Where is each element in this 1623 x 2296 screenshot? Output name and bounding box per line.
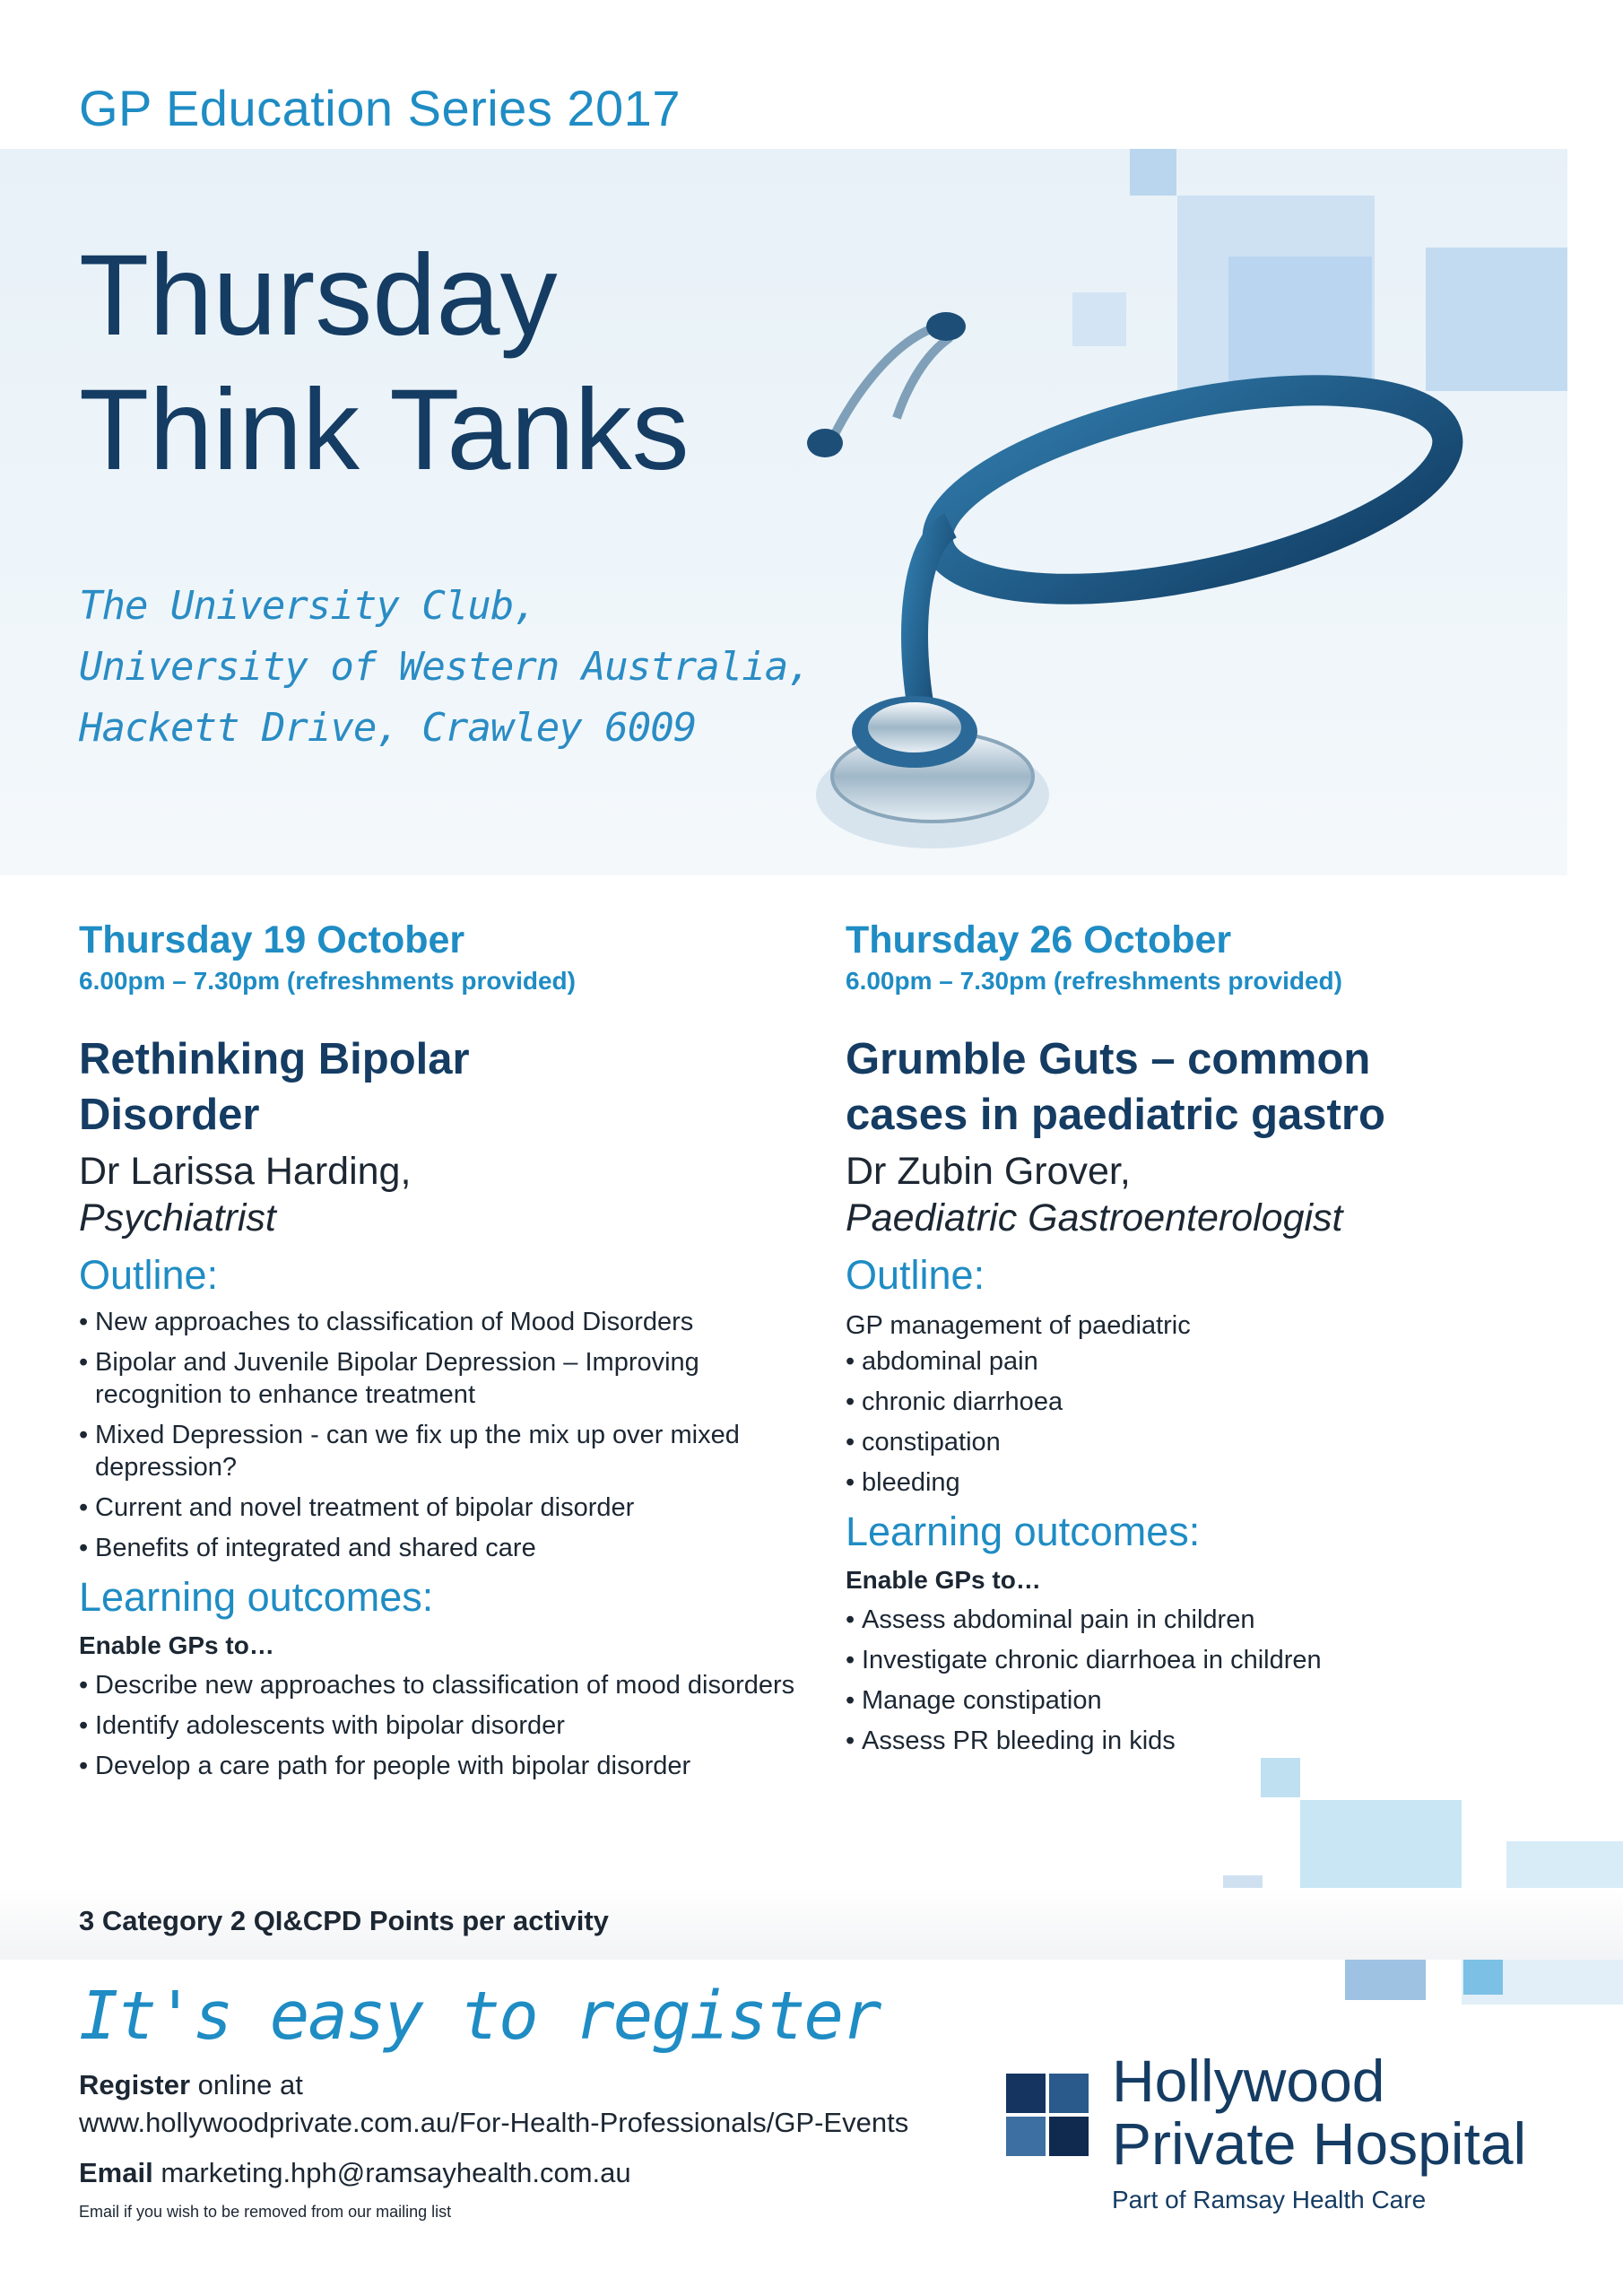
list-item: • abdominal pain	[846, 1345, 1581, 1378]
register-heading: It's easy to register	[79, 1978, 881, 2055]
list-item: • Identify adolescents with bipolar disorder	[79, 1709, 814, 1742]
logo-line-2: Private Hospital	[1112, 2110, 1527, 2177]
event-date: Thursday 26 October	[846, 918, 1232, 961]
list-item: • constipation	[846, 1426, 1581, 1458]
speaker-role: Psychiatrist	[79, 1196, 276, 1239]
enable-label: Enable GPs to…	[846, 1566, 1041, 1594]
venue-line: University of Western Australia,	[79, 644, 811, 690]
outline-heading: Outline:	[79, 1252, 219, 1298]
register-label: Register	[79, 2069, 191, 2100]
outcomes-heading: Learning outcomes:	[79, 1574, 434, 1620]
outcomes-list	[846, 1604, 1581, 1757]
email-line	[79, 2155, 631, 2191]
talk-title-line: Grumble Guts – common	[846, 1035, 1371, 1083]
venue-line: Hackett Drive, Crawley 6009	[79, 705, 697, 751]
logo-tagline: Part of Ramsay Health Care	[1112, 2186, 1427, 2213]
list-item: • Develop a care path for people with bipolar disorder	[79, 1750, 814, 1782]
talk-title-line: Disorder	[79, 1091, 260, 1139]
talk-title	[846, 1031, 1581, 1143]
venue-address	[79, 576, 811, 759]
speaker-name: Dr Zubin Grover,	[846, 1150, 1131, 1193]
outline-heading: Outline:	[846, 1252, 985, 1298]
talk-title-line: cases in paediatric gastro	[846, 1091, 1385, 1139]
list-item: • Manage constipation	[846, 1684, 1581, 1717]
outline-list	[79, 1306, 814, 1564]
event-date: Thursday 19 October	[79, 918, 465, 961]
event-time: 6.00pm – 7.30pm (refreshments provided)	[79, 967, 576, 995]
email-address[interactable]: marketing.hph@ramsayhealth.com.au	[152, 2157, 631, 2188]
outcomes-heading: Learning outcomes:	[846, 1509, 1201, 1554]
outline-list	[846, 1345, 1581, 1499]
title-line-2: Think Tanks	[79, 366, 690, 494]
speaker-role: Paediatric Gastroenterologist	[846, 1196, 1343, 1239]
register-text: online at	[190, 2069, 303, 2100]
series-title: GP Education Series 2017	[79, 80, 681, 136]
talk-title-line: Rethinking Bipolar	[79, 1035, 470, 1083]
event-column-1	[79, 915, 814, 1790]
decorative-squares-lower	[1202, 1753, 1623, 2005]
outline-intro: GP management of paediatric	[846, 1311, 1191, 1340]
venue-line: The University Club,	[79, 583, 536, 629]
list-item: • bleeding	[846, 1466, 1581, 1499]
event-time: 6.00pm – 7.30pm (refreshments provided)	[846, 967, 1342, 995]
register-online-line	[79, 2067, 303, 2103]
list-item: • Describe new approaches to classification of mood disorders	[79, 1669, 814, 1701]
list-item: • New approaches to classification of Mood Disorders	[79, 1306, 814, 1338]
logo-line-1: Hollywood	[1112, 2048, 1385, 2114]
outcomes-list	[79, 1669, 814, 1782]
speaker-name: Dr Larissa Harding,	[79, 1150, 412, 1193]
email-label: Email	[79, 2157, 153, 2188]
register-url[interactable]: www.hollywoodprivate.com.au/For-Health-Professionals/GP-Events	[79, 2107, 909, 2138]
cpd-points: 3 Category 2 QI&CPD Points per activity	[79, 1905, 609, 1936]
list-item: • Mixed Depression - can we fix up the mix up over mixed depression?	[79, 1419, 814, 1483]
list-item: • Bipolar and Juvenile Bipolar Depression – Improving recognition to enhance treatment	[79, 1346, 814, 1411]
list-item: • chronic diarrhoea	[846, 1386, 1581, 1418]
list-item: • Investigate chronic diarrhoea in children	[846, 1644, 1581, 1676]
title-line-1: Thursday	[79, 231, 558, 360]
enable-label: Enable GPs to…	[79, 1631, 274, 1659]
unsubscribe-note: Email if you wish to be removed from our mailing list	[79, 2203, 452, 2221]
list-item: • Benefits of integrated and shared care	[79, 1532, 814, 1564]
talk-title	[79, 1031, 814, 1143]
event-column-2	[846, 915, 1581, 1765]
main-title	[79, 229, 690, 498]
list-item: • Current and novel treatment of bipolar disorder	[79, 1492, 814, 1524]
hospital-logo-text	[1112, 2049, 1526, 2218]
list-item: • Assess PR bleeding in kids	[846, 1725, 1581, 1757]
stethoscope-image	[753, 257, 1471, 866]
list-item: • Assess abdominal pain in children	[846, 1604, 1581, 1636]
hospital-logo-icon	[1006, 2074, 1089, 2156]
